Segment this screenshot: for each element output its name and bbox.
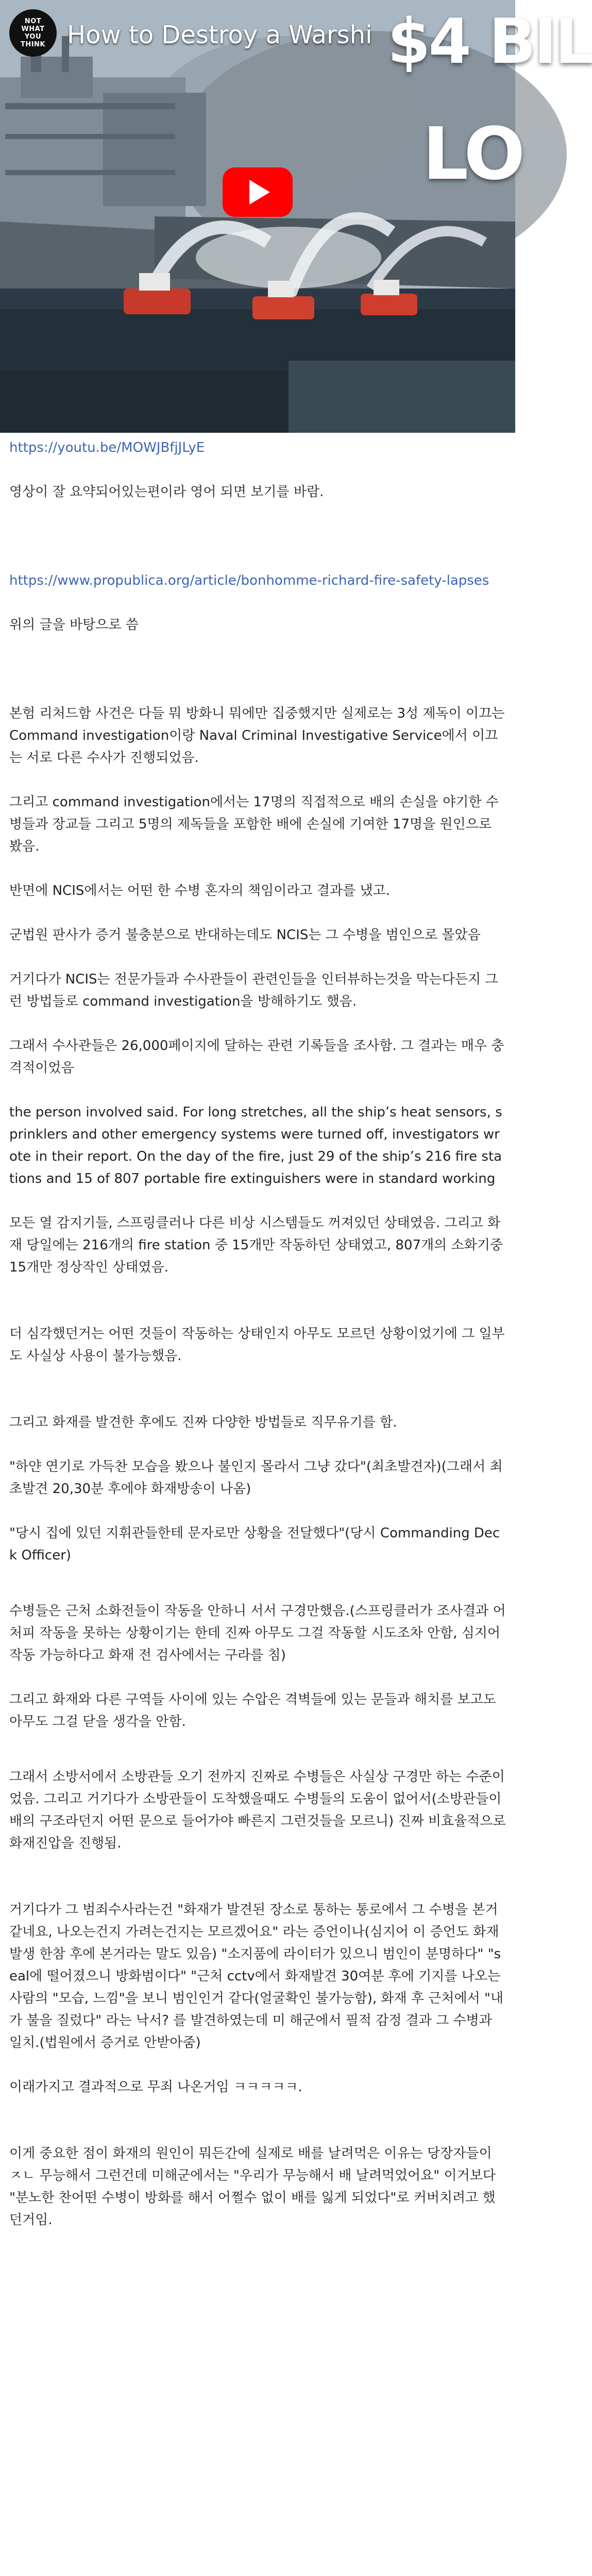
spacer	[9, 1755, 506, 1767]
spacer	[9, 658, 506, 703]
post-paragraph: 그리고 command investigation에서는 17명의 직접적으로 배의 손실을 야기한 수병들과 장교들 그리고 5명의 제독들을 포함한 배에 손실에 기여한 17명을 원인으로 봤음.	[9, 794, 499, 854]
post-paragraph: 수병들은 근처 소화전들이 작동을 안하니 서서 구경만했음.(스프링클러가 조사결과 어처피 작동을 못하는 상황이기는 한데 진짜 아무도 그걸 작동할 시도조차 안함, 심지어 작동 가능하다고 화재 전 검사에서는 구라를 침)	[9, 1603, 506, 1663]
spacer	[9, 1301, 506, 1323]
youtube-video-thumbnail[interactable]	[0, 0, 592, 433]
spacer	[9, 2121, 506, 2143]
link-paragraph	[9, 437, 506, 459]
badge-line: THINK	[20, 41, 46, 48]
post-paragraph: 그리고 화재를 발견한 후에도 진짜 다양한 방법들로 직무유기를 함.	[9, 1415, 397, 1430]
post-paragraph: 모든 열 감지기들, 스프링클러나 다른 비상 시스템들도 꺼져있던 상태였음. 그리고 화재 당일에는 216개의 fire station 중 15개만 작동하던 상태였고, 807개의 소화기중 15개만 정상작인 상태였음.	[9, 1215, 503, 1275]
post-body	[0, 433, 515, 2231]
post-paragraph: 더 심각했던거는 어떤 것들이 작동하는 상태인지 아무도 모르던 상황이었기에 그 일부도 사실상 사용이 불가능했음.	[9, 1326, 505, 1364]
spacer	[9, 1389, 506, 1412]
channel-badge-icon	[9, 9, 57, 57]
thumbnail-big-text: $4 BIL	[387, 6, 592, 78]
post-paragraph: 거기다가 NCIS는 전문가들과 수사관들이 관련인들을 인터뷰하는것을 막는다든지 그런 방법들로 command investigation을 방해하기도 했음.	[9, 972, 498, 1009]
play-icon	[249, 180, 270, 205]
external-link[interactable]: https://www.propublica.org/article/bonhomme-richard-fire-safety-lapses	[9, 573, 489, 588]
link-paragraph	[9, 570, 506, 592]
post-paragraph: 거기다가 그 범죄수사라는건 "화재가 발견된 장소로 통하는 통로에서 그 수병을 본거 같네요, 나오는건지 가려는건지는 모르겠어요" 라는 증언이나(심지어 이 증언도 화재발생 한참 후에 본거라는 말도 있음) "소지품에 라이터가 있으니 범인이 분명하다" "seal에 떨어졌으니 방화범이다" "근처 cctv에서 화재발견 30여분 후에 기지를 나오는 사람의 "모습, 느낌"을 보니 범인인거 같다(얼굴확인 불가능함), 화재 후 근처에서 "내가 불을 질렀다" 라는 낙서? 를 발견하였는데 미 해군에서 필적 감정 결과 그 수병과 일치.(법원에서 증거로 안받아줌)	[9, 1902, 504, 2050]
post-paragraph: 그래서 소방서에서 소방관들 오기 전까지 진짜로 수병들은 사실상 구경만 하는 수준이었음. 그리고 거기다가 소방관들이 도착했을때도 수병들의 도움이 없어서(소방관들이 배의 구조라던지 어떤 문으로 들어가야 빠른지 그런것들을 모르니) 진짜 비효율적으로 화재진압을 진행됨.	[9, 1769, 506, 1851]
badge-line: WHAT	[21, 25, 45, 33]
thumbnail-big-text: LO	[422, 112, 523, 196]
post-paragraph: 이게 중요한 점이 화재의 원인이 뭐든간에 실제로 배를 날려먹은 이유는 당장자들이 ㅈㄴ 무능해서 그런건데 미해군에서는 "우리가 무능해서 배 날려먹었어요" 이거보다 "분노한 찬어떤 수병이 방화를 해서 어쩔수 없이 배를 잃게 되었다"로 커버치려고 했던거임.	[9, 2146, 496, 2228]
post-paragraph: "당시 집에 있던 지휘관들한테 문자로만 상황을 전달했다"(당시 Commanding Deck Officer)	[9, 1526, 500, 1563]
post-paragraph: 군법원 판사가 증거 불충분으로 반대하는데도 NCIS는 그 수병을 범인으로 몰았음	[9, 927, 481, 943]
post-paragraph: 이래가지고 결과적으로 무죄 나온거임 ㅋㅋㅋㅋㅋ.	[9, 2079, 302, 2095]
play-button[interactable]	[223, 167, 293, 217]
post-paragraph: 영상이 잘 요약되어있는편이라 영어 되면 보기를 바람.	[9, 484, 324, 500]
spacer	[9, 1877, 506, 1899]
post-paragraph: the person involved said. For long stretches, all the ship’s heat sensors, sprinklers and other emergency systems were turned off, investigators wrote in their report. On the day of the fire, just 29 of the ship’s 216 fire stations and 15 of 807 portable fire extinguishers were in standard working	[9, 1105, 502, 1187]
badge-line: NOT	[24, 18, 42, 25]
video-title[interactable]: How to Destroy a Warshi	[67, 21, 373, 49]
post-paragraph: "하얀 연기로 가득찬 모습을 봤으나 불인지 몰라서 그냥 갔다"(최초발견자)(그래서 최초발견 20,30분 후에야 화재방송이 나옴)	[9, 1459, 503, 1497]
post-paragraph: 그래서 수사관들은 26,000페이지에 달하는 관련 기록들을 조사함. 그 결과는 매우 충격적이었음	[9, 1038, 504, 1076]
post-paragraph: 반면에 NCIS에서는 어떤 한 수병 혼자의 책임이라고 결과를 냈고.	[9, 883, 390, 899]
post-paragraph: 본험 리처드함 사건은 다들 뭐 방화니 뭐에만 집중했지만 실제로는 3성 제독이 이끄는 Command investigation이랑 Naval Criminal Investigative Service에서 이끄는 서로 다른 수사가 진행되었음.	[9, 706, 505, 766]
post-paragraph: 그리고 화재와 다른 구역들 사이에 있는 수압은 격벽들에 있는 문들과 해치를 보고도 아무도 그걸 닫을 생각을 안함.	[9, 1691, 496, 1730]
spacer	[9, 1589, 506, 1600]
badge-line: YOU	[24, 33, 42, 41]
spacer	[9, 526, 506, 570]
external-link[interactable]: https://youtu.be/MOWJBfjJLyE	[9, 440, 205, 455]
post-paragraph: 위의 글을 바탕으로 씀	[9, 617, 139, 633]
